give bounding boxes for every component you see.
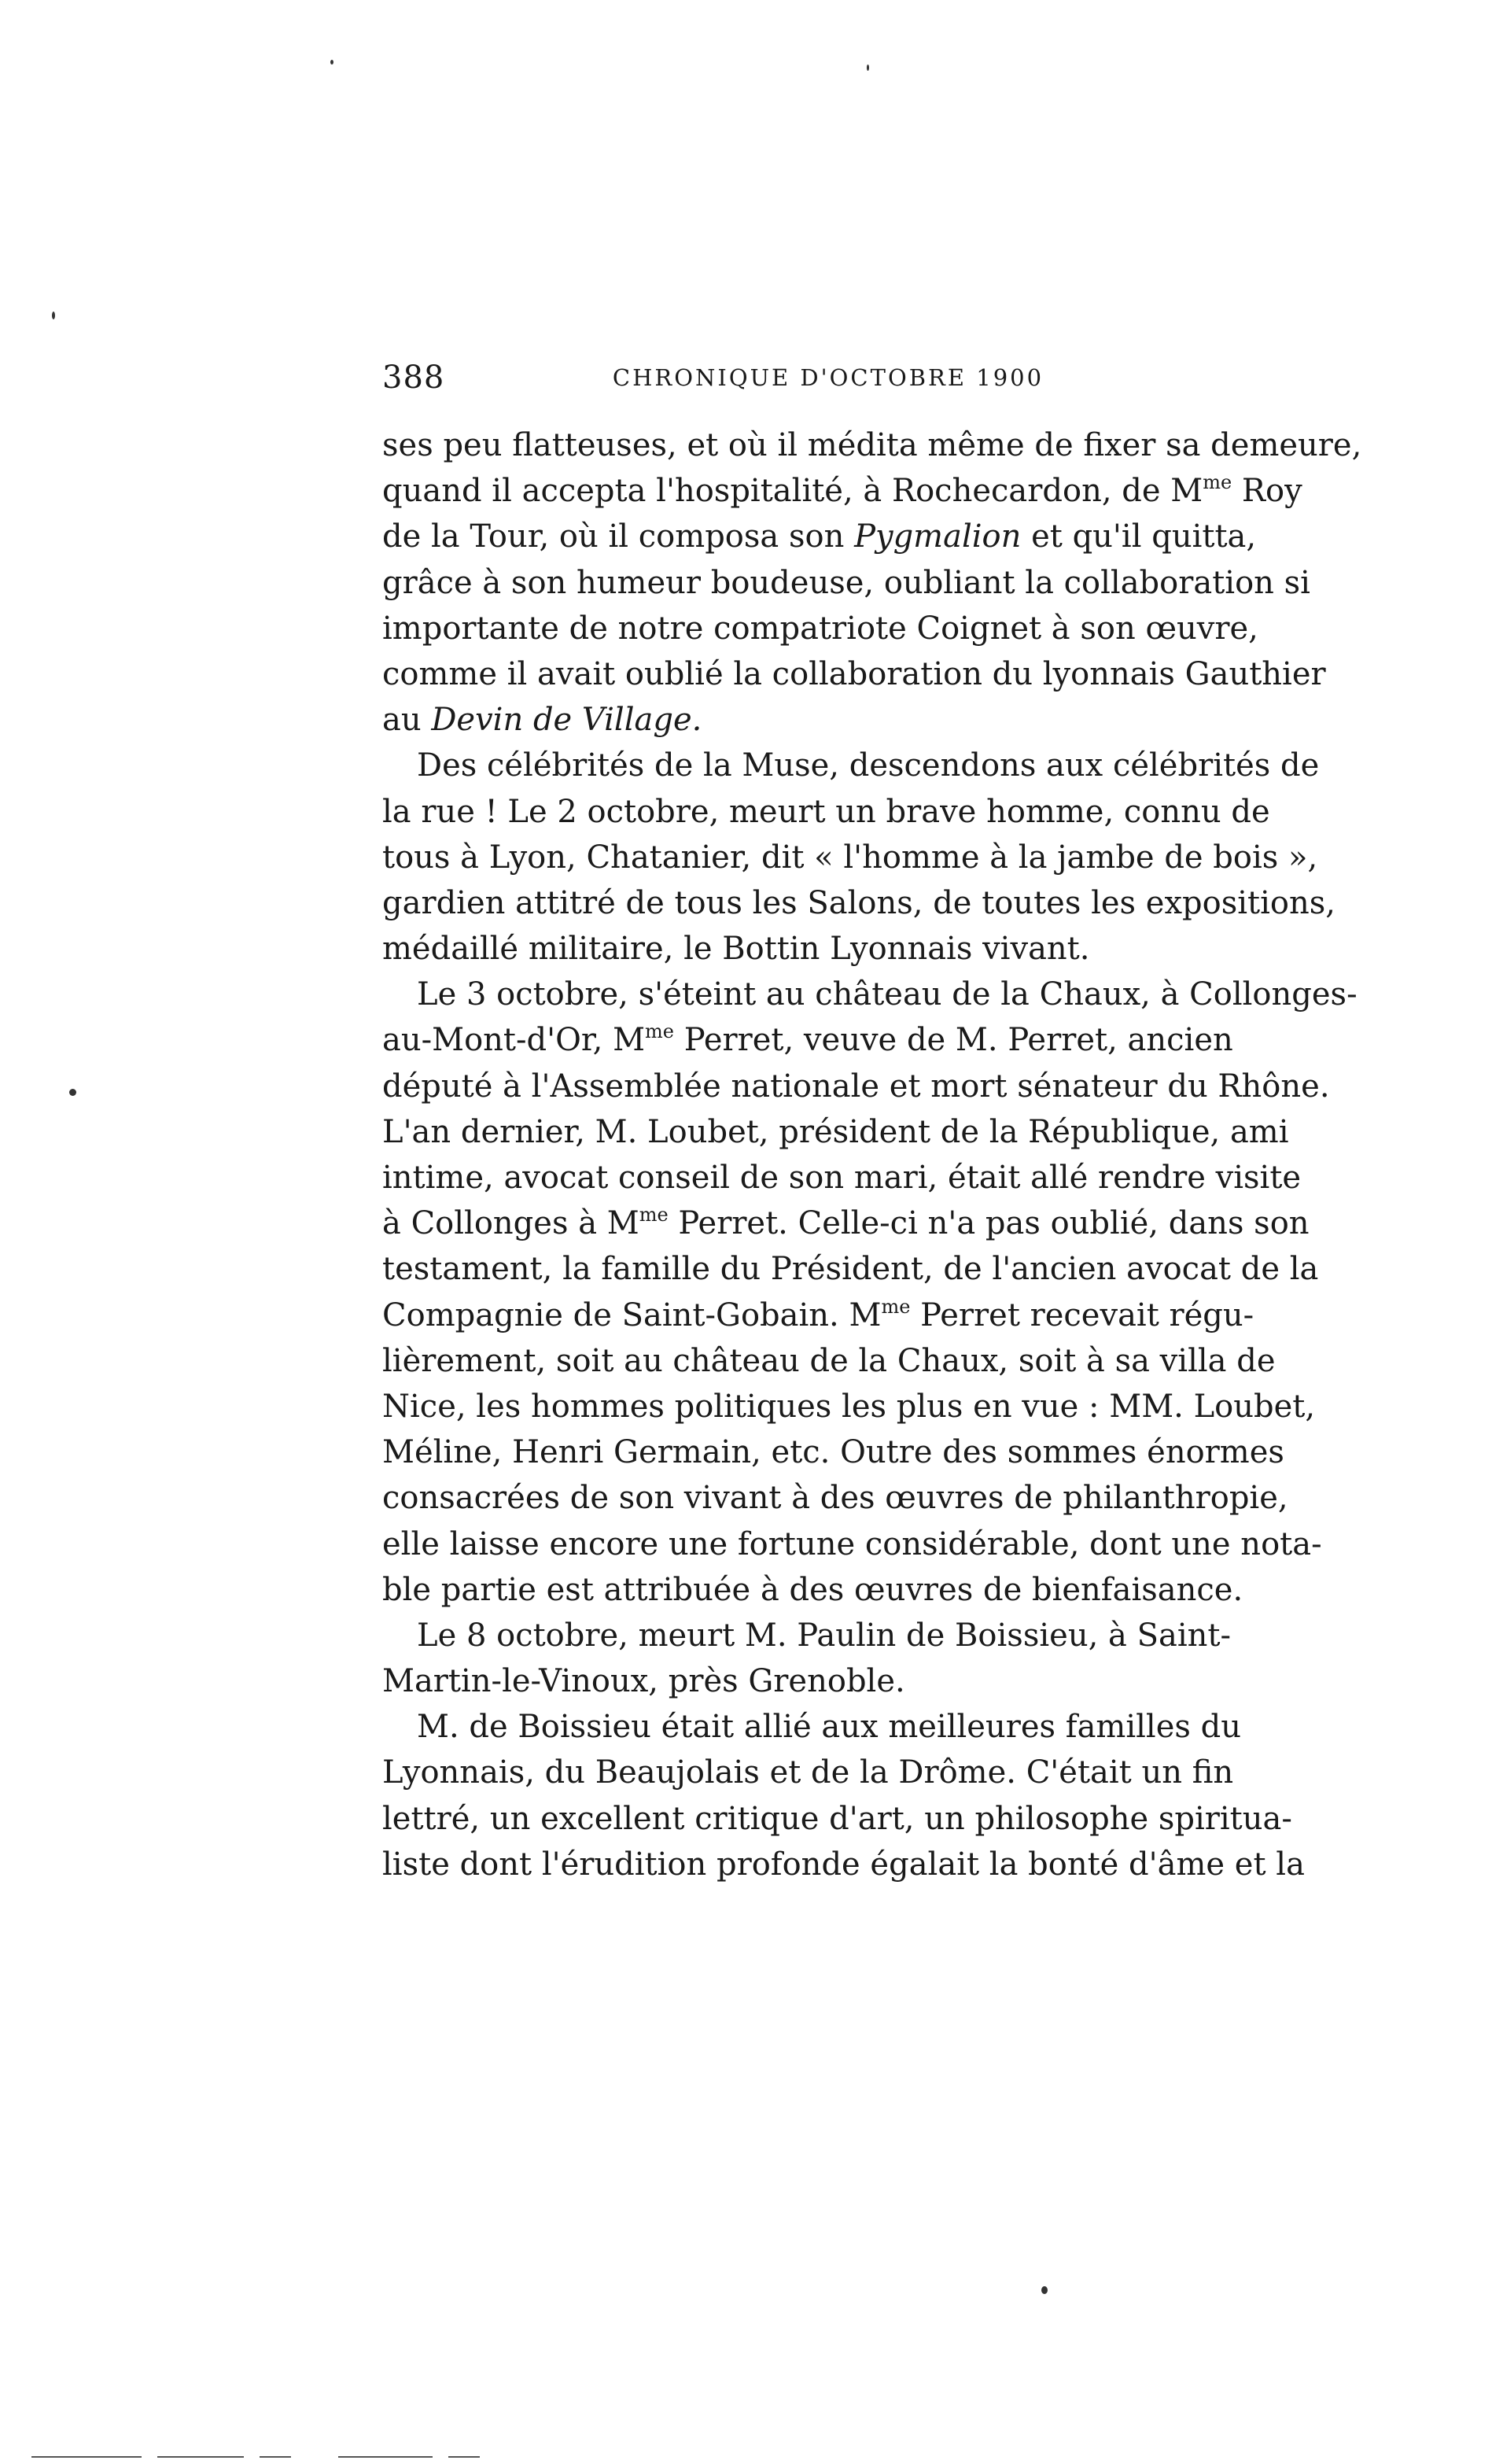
text-line xyxy=(382,926,1227,972)
scan-speck xyxy=(52,312,55,319)
scan-speck xyxy=(69,1089,76,1096)
text-segment: la rue ! Le 2 octobre, meurt un brave homme, connu de xyxy=(382,793,1270,830)
text-line xyxy=(382,880,1335,926)
text-line xyxy=(382,1475,1288,1521)
text-line xyxy=(382,1109,1289,1155)
text-segment: à Collonges à M xyxy=(382,1205,639,1242)
text-segment: député à l'Assemblée nationale et mort sénateur du Rhône. xyxy=(382,1068,1330,1105)
text-segment: consacrées de son vivant à des œuvres de philanthropie, xyxy=(382,1480,1288,1517)
text-line xyxy=(382,697,1227,743)
text-line xyxy=(382,1338,1276,1384)
text-segment: au-Mont-d'Or, M xyxy=(382,1022,646,1059)
text-segment: lièrement, soit au château de la Chaux, soit à sa villa de xyxy=(382,1342,1276,1379)
text-line xyxy=(382,422,1362,468)
italic-text: Devin de Village. xyxy=(431,702,702,739)
text-segment: liste dont l'érudition profonde égalait la bonté d'âme et la xyxy=(382,1846,1305,1883)
text-line xyxy=(382,468,1302,514)
text-segment: Martin-le-Vinoux, près Grenoble. xyxy=(382,1663,905,1700)
text-line xyxy=(382,1384,1316,1429)
running-title: CHRONIQUE D'OCTOBRE 1900 xyxy=(612,364,1044,391)
text-line xyxy=(382,1567,1243,1613)
text-line xyxy=(382,1750,1234,1795)
text-segment: Méline, Henri Germain, etc. Outre des sommes énormes xyxy=(382,1434,1284,1471)
text-segment: Lyonnais, du Beaujolais et de la Drôme. C'était un fin xyxy=(382,1754,1234,1791)
text-segment: Compagnie de Saint-Gobain. M xyxy=(382,1297,882,1333)
text-line xyxy=(382,1842,1305,1887)
text-line xyxy=(382,1704,1242,1750)
scan-edge-mark xyxy=(31,2456,142,2458)
text-line xyxy=(382,835,1318,880)
text-segment: et qu'il quitta, xyxy=(1021,518,1257,555)
text-line xyxy=(382,560,1310,606)
superscript: me xyxy=(639,1204,669,1226)
superscript: me xyxy=(645,1020,674,1043)
scan-speck xyxy=(1041,2286,1048,2294)
text-segment: Le 8 octobre, meurt M. Paulin de Boissieu, à Saint- xyxy=(417,1617,1231,1654)
text-line xyxy=(382,1658,1227,1704)
text-segment: Perret, veuve de M. Perret, ancien xyxy=(674,1022,1233,1059)
text-line xyxy=(382,1246,1319,1292)
text-segment: Des célébrités de la Muse, descendons aux célébrités de xyxy=(417,747,1320,784)
text-segment: comme il avait oublié la collaboration du lyonnais Gauthier xyxy=(382,655,1326,692)
text-line xyxy=(382,1293,1254,1338)
text-segment: L'an dernier, M. Loubet, président de la République, ami xyxy=(382,1113,1289,1150)
text-line xyxy=(382,1613,1231,1658)
text-line xyxy=(382,789,1270,835)
italic-text: Pygmalion xyxy=(854,518,1022,555)
text-line xyxy=(382,651,1326,697)
superscript: me xyxy=(881,1295,911,1318)
scan-edge-mark xyxy=(338,2456,433,2458)
text-segment: gardien attitré de tous les Salons, de toutes les expositions, xyxy=(382,884,1335,921)
text-line xyxy=(382,743,1320,788)
running-head xyxy=(382,354,1227,401)
text-line xyxy=(382,1796,1292,1842)
text-segment: Perret recevait régu- xyxy=(910,1297,1254,1333)
text-segment: quand il accepta l'hospitalité, à Rochecardon, de M xyxy=(382,473,1203,510)
text-line xyxy=(382,1017,1233,1063)
text-segment: lettré, un excellent critique d'art, un philosophe spiritua- xyxy=(382,1800,1292,1837)
text-line xyxy=(382,1201,1310,1246)
text-segment: intime, avocat conseil de son mari, était allé rendre visite xyxy=(382,1160,1302,1196)
text-line xyxy=(382,1522,1322,1567)
body-text xyxy=(382,422,1362,1887)
scan-edge-mark xyxy=(260,2456,291,2458)
text-segment: M. de Boissieu était allié aux meilleures familles du xyxy=(417,1709,1242,1746)
text-segment: médaillé militaire, le Bottin Lyonnais vivant. xyxy=(382,931,1090,968)
scan-speck xyxy=(330,60,333,65)
text-line xyxy=(382,514,1257,559)
text-segment: Nice, les hommes politiques les plus en vue : MM. Loubet, xyxy=(382,1388,1316,1425)
text-segment: tous à Lyon, Chatanier, dit « l'homme à la jambe de bois », xyxy=(382,839,1318,876)
text-line xyxy=(382,972,1358,1017)
text-segment: ble partie est attribuée à des œuvres de bienfaisance. xyxy=(382,1571,1243,1608)
text-segment: importante de notre compatriote Coignet à son œuvre, xyxy=(382,610,1258,647)
text-segment: Perret. Celle-ci n'a pas oublié, dans son xyxy=(668,1205,1310,1242)
text-line xyxy=(382,1429,1284,1475)
text-segment: testament, la famille du Président, de l'ancien avocat de la xyxy=(382,1251,1319,1288)
text-line xyxy=(382,1155,1302,1201)
text-segment: elle laisse encore une fortune considérable, dont une nota- xyxy=(382,1525,1322,1562)
superscript: me xyxy=(1203,471,1232,494)
text-segment: grâce à son humeur boudeuse, oubliant la collaboration si xyxy=(382,564,1310,601)
text-line xyxy=(382,606,1258,651)
scan-edge-mark xyxy=(157,2456,244,2458)
text-segment: ses peu flatteuses, et où il médita même de fixer sa demeure, xyxy=(382,427,1362,463)
page-number: 388 xyxy=(382,360,445,396)
text-segment: au xyxy=(382,702,432,739)
text-segment: Roy xyxy=(1232,473,1302,510)
text-line xyxy=(382,1064,1330,1109)
scan-edge-mark xyxy=(448,2456,480,2458)
scan-speck xyxy=(867,65,869,71)
text-segment: de la Tour, où il composa son xyxy=(382,518,855,555)
text-segment: Le 3 octobre, s'éteint au château de la Chaux, à Collonges- xyxy=(417,976,1358,1013)
